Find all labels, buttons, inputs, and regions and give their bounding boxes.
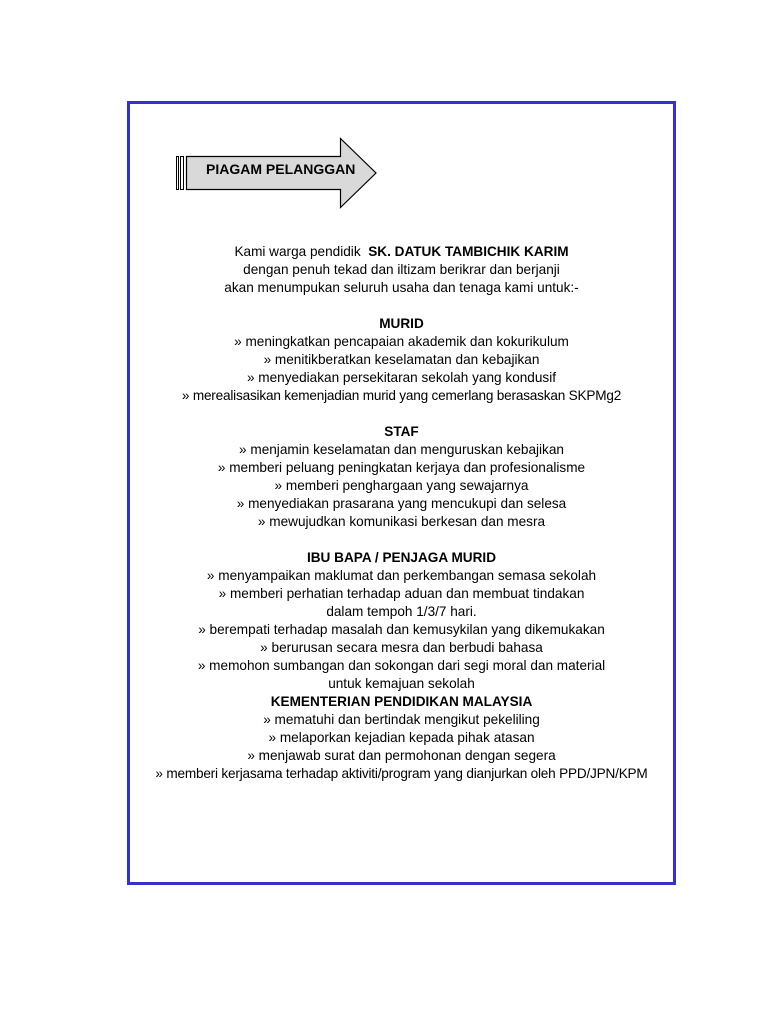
list-item: » berempati terhadap masalah dan kemusykilan yang dikemukakan [198,622,605,637]
school-name: SK. DATUK TAMBICHIK KARIM [368,244,569,259]
intro-line-3: akan menumpukan seluruh usaha dan tenaga kami untuk:- [224,280,579,295]
section-heading-ibubapa: IBU BAPA / PENJAGA MURID [306,550,497,565]
list-item: dalam tempoh 1/3/7 hari. [326,604,477,619]
list-item: » memohon sumbangan dan sokongan dari segi moral dan material [197,658,606,673]
list-item: » mematuhi dan bertindak mengikut pekeliling [263,712,540,727]
list-item: » memberi penghargaan yang sewajarnya [274,478,529,493]
list-item: » memberi perhatian terhadap aduan dan membuat tindakan [218,586,585,601]
list-item: » mewujudkan komunikasi berkesan dan mesra [257,514,546,529]
list-item: » menyediakan persekitaran sekolah yang kondusif [246,370,557,385]
list-item: » memberi peluang peningkatan kerjaya dan profesionalisme [217,460,586,475]
list-item: » menitikberatkan keselamatan dan kebajikan [263,352,540,367]
intro-line-1 [131,243,672,261]
section-heading-murid: MURID [379,316,424,331]
list-item: » menjawab surat dan permohonan dengan segera [247,748,556,763]
charter-content [131,243,672,783]
list-item: » menyampaikan maklumat dan perkembangan semasa sekolah [206,568,597,583]
section-heading-staf: STAF [384,424,419,439]
list-item: » melaporkan kejadian kepada pihak atasan [268,730,535,745]
list-item: » meningkatkan pencapaian akademik dan kokurikulum [234,334,569,349]
list-item: » berurusan secara mesra dan berbudi bahasa [260,640,543,655]
intro-line-2: dengan penuh tekad dan iltizam berikrar dan berjanji [243,262,560,277]
list-item: » merealisasikan kemenjadian murid yang cemerlang berasaskan SKPMg2 [181,388,622,403]
list-item: » memberi kerjasama terhadap aktiviti/program yang dianjurkan oleh PPD/JPN/KPM [155,766,648,781]
list-item: » menjamin keselamatan dan menguruskan kebajikan [239,442,564,457]
section-heading-kpm: KEMENTERIAN PENDIDIKAN MALAYSIA [270,694,533,709]
list-item: » menyediakan prasarana yang mencukupi dan selesa [236,496,567,511]
title-arrow-banner [176,137,378,209]
intro-prefix: Kami warga pendidik [234,244,361,259]
charter-title: PIAGAM PELANGGAN [206,161,356,177]
list-item: untuk kemajuan sekolah [328,676,475,691]
